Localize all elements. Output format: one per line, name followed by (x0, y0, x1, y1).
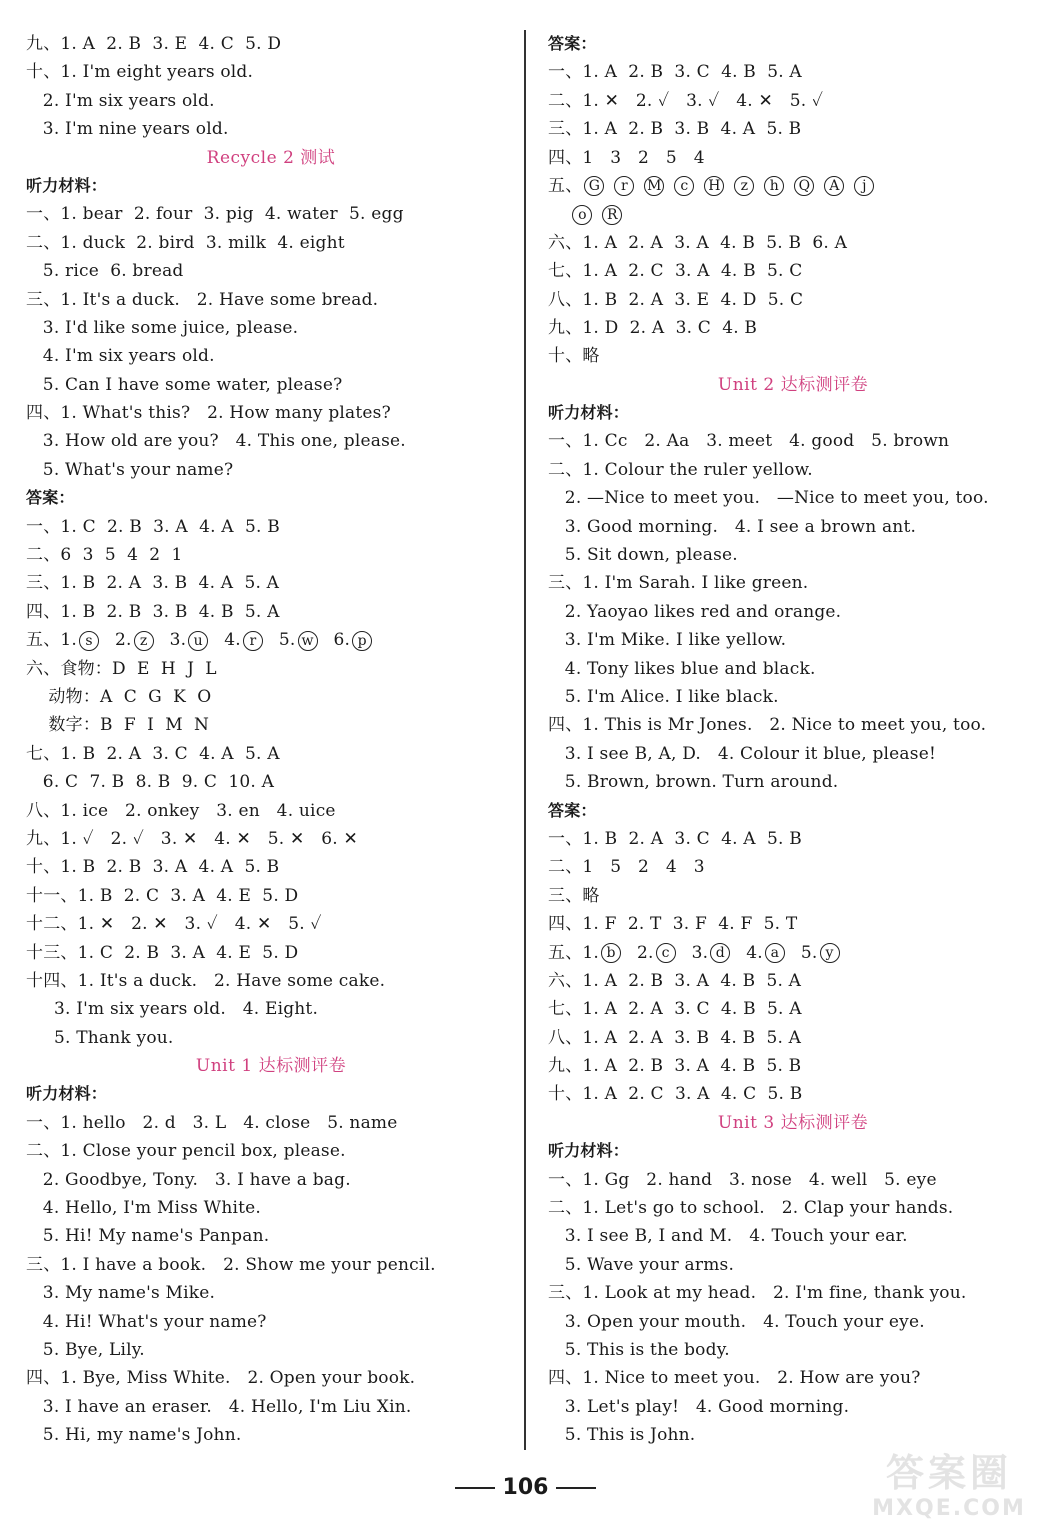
circled-answer (852, 176, 876, 196)
answer-line: 5. Hi, my name's John. (26, 1425, 242, 1446)
circled-letter: A (824, 176, 844, 196)
answer-line: 2. Goodbye, Tony. 3. I have a bag. (26, 1169, 351, 1190)
answer-line: 3. I'm Mike. I like yellow. (548, 630, 787, 651)
answer-line-circled (548, 172, 1038, 200)
answer-line: 六、1. A 2. B 3. A 4. B 5. A (548, 970, 802, 991)
answer-line: 5. Wave your arms. (548, 1254, 735, 1275)
answer-line: 七、1. A 2. A 3. C 4. B 5. A (548, 999, 802, 1020)
answer-line: 5. What's your name? (26, 459, 234, 480)
answer-line-circled (548, 939, 1038, 967)
answer-line: 3. Good morning. 4. I see a brown ant. (548, 516, 917, 537)
answer-line: 九、1. A 2. B 3. E 4. C 5. D (26, 34, 282, 54)
answer-line: 5. This is the body. (548, 1339, 730, 1360)
answer-line-circled (548, 200, 1038, 228)
answer-line: 四、1 3 2 5 4 (548, 147, 705, 168)
answer-line: 九、1. A 2. B 3. A 4. B 5. B (548, 1056, 802, 1077)
circled-answer (582, 176, 606, 196)
answer-line: 三、略 (548, 885, 600, 906)
answer-line: 4. Hi! What's your name? (26, 1311, 267, 1332)
answer-line: 十、1. B 2. B 3. A 4. A 5. B (26, 857, 280, 878)
answer-line: 二、1. ✕ 2. ✓ 3. ✓ 4. ✕ 5. ✓ (548, 90, 824, 111)
answer-line: 5. I'm Alice. I like black. (548, 686, 779, 707)
circled-letter: w (298, 631, 318, 651)
answer-line: 动物：A C G K O (26, 686, 212, 707)
circled-letter: c (674, 176, 694, 196)
answer-line-circled (26, 626, 516, 654)
answer-line: 二、1 5 2 4 3 (548, 857, 705, 878)
section-heading: Recycle 2 测试 (206, 147, 336, 168)
answer-line: 一、1. hello 2. d 3. L 4. close 5. name (26, 1112, 398, 1133)
column-divider (524, 30, 526, 1450)
answer-line: 5. Brown, brown. Turn around. (548, 772, 839, 793)
answer-line: 八、1. A 2. A 3. B 4. B 5. A (548, 1027, 802, 1048)
question-number (548, 204, 570, 224)
answer-line: 三、1. I'm Sarah. I like green. (548, 573, 809, 594)
answer-line: 四、1. This is Mr Jones. 2. Nice to meet you, too. (548, 715, 987, 736)
answer-line: 3. I see B, I and M. 4. Touch your ear. (548, 1226, 908, 1247)
section-heading: Unit 2 达标测评卷 (717, 374, 869, 395)
answer-number: 1. (60, 630, 78, 651)
circled-answer (115, 630, 156, 650)
answer-line: 一、1. B 2. A 3. C 4. A 5. B (548, 828, 802, 849)
circled-letter: s (79, 631, 99, 651)
answer-line: 3. I'm six years old. 4. Eight. (26, 999, 319, 1020)
circled-answer (582, 943, 623, 963)
answer-line: 二、1. Close your pencil box, please. (26, 1141, 346, 1162)
answer-number: 5. (278, 630, 296, 651)
circled-letter: a (765, 943, 785, 963)
answer-number: 3. (169, 630, 187, 651)
answer-line: 八、1. B 2. A 3. E 4. D 5. C (548, 289, 804, 310)
answer-line: 十二、1. ✕ 2. ✕ 3. ✓ 4. ✕ 5. ✓ (26, 914, 322, 935)
section-label: 答案： (548, 34, 597, 53)
answer-line: 二、1. Let's go to school. 2. Clap your hands. (548, 1198, 954, 1219)
question-number: 五、 (548, 942, 583, 963)
circled-letter: u (188, 631, 208, 651)
answer-line: 3. I'm nine years old. (26, 119, 229, 140)
circled-letter: d (710, 943, 730, 963)
section-label: 听力材料： (548, 1141, 630, 1161)
circled-answer (732, 176, 756, 196)
circled-letter: j (854, 176, 874, 196)
answer-line: 二、6 3 5 4 2 1 (26, 545, 183, 566)
circled-letter: r (243, 631, 263, 651)
answer-line: 二、1. duck 2. bird 3. milk 4. eight (26, 232, 345, 253)
answer-line: 4. Hello, I'm Miss White. (26, 1198, 262, 1219)
circled-letter: h (764, 176, 784, 196)
section-label: 答案： (26, 488, 75, 508)
circled-answer (822, 176, 846, 196)
circled-letter: R (602, 205, 622, 225)
answer-line: 5. Bye, Lily. (26, 1339, 145, 1360)
circled-letter: G (584, 176, 604, 196)
answer-line: 3. I'd like some juice, please. (26, 317, 299, 338)
circled-answer (279, 630, 320, 650)
answer-line: 十三、1. C 2. B 3. A 4. E 5. D (26, 942, 299, 963)
answer-number: 6. (333, 630, 351, 651)
circled-letter: o (572, 205, 592, 225)
question-number: 五、 (26, 630, 61, 651)
circled-answer (801, 943, 842, 963)
answer-line: 4. I'm six years old. (26, 346, 215, 367)
answer-line: 5. Thank you. (26, 1027, 174, 1048)
page-number-text: 106 (502, 1475, 549, 1500)
circled-answer (334, 630, 375, 650)
answer-number: 1. (582, 942, 600, 963)
page-number-dash-right (556, 1487, 596, 1489)
answer-line: 3. My name's Mike. (26, 1283, 216, 1304)
answer-line: 一、1. Cc 2. Aa 3. meet 4. good 5. brown (548, 431, 950, 452)
answer-line: 3. I see B, A, D. 4. Colour it blue, please! (548, 743, 936, 764)
circled-letter: M (644, 176, 664, 196)
answer-line: 四、1. F 2. T 3. F 4. F 5. T (548, 914, 798, 935)
answer-number: 3. (691, 942, 709, 963)
section-label: 听力材料： (26, 1084, 108, 1104)
answer-line: 一、1. Gg 2. hand 3. nose 4. well 5. eye (548, 1169, 937, 1190)
section-label: 听力材料： (26, 175, 108, 195)
answer-line: 5. rice 6. bread (26, 261, 184, 282)
circled-answer (60, 630, 101, 650)
circled-letter: H (704, 176, 724, 196)
answer-line: 三、1. Look at my head. 2. I'm fine, thank you. (548, 1283, 967, 1304)
answer-line: 九、1. ✓ 2. ✓ 3. ✕ 4. ✕ 5. ✕ 6. ✕ (26, 828, 358, 849)
section-label: 听力材料： (548, 403, 630, 423)
circled-letter: b (601, 943, 621, 963)
section-heading: Unit 1 达标测评卷 (195, 1056, 347, 1077)
answer-number: 4. (746, 942, 763, 963)
answer-line: 2. Yaoyao likes red and orange. (548, 601, 842, 622)
circled-answer (746, 943, 787, 963)
answer-line: 八、1. ice 2. onkey 3. en 4. uice (26, 800, 336, 821)
answer-line: 三、1. I have a book. 2. Show me your pencil. (26, 1254, 436, 1275)
answer-line: 三、1. B 2. A 3. B 4. A 5. A (26, 573, 280, 594)
circled-letter: p (352, 631, 372, 651)
circled-answer (570, 204, 594, 224)
answer-line: 5. Hi! My name's Panpan. (26, 1226, 270, 1247)
circled-letter: z (134, 631, 154, 651)
circled-answer (762, 176, 786, 196)
answer-line: 三、1. It's a duck. 2. Have some bread. (26, 289, 379, 310)
circled-letter: r (614, 176, 634, 196)
answer-number: 2. (115, 630, 132, 651)
answer-line: 四、1. What's this? 2. How many plates? (26, 403, 391, 424)
answer-line: 3. Open your mouth. 4. Touch your eye. (548, 1311, 925, 1332)
circled-answer (170, 630, 211, 650)
answer-line: 一、1. A 2. B 3. C 4. B 5. A (548, 62, 802, 83)
circled-answer (637, 943, 678, 963)
circled-answer (642, 176, 666, 196)
answer-line: 四、1. Nice to meet you. 2. How are you? (548, 1368, 921, 1389)
answer-line: 十四、1. It's a duck. 2. Have some cake. (26, 970, 386, 991)
circled-letter: c (656, 943, 676, 963)
answer-number: 4. (224, 630, 241, 651)
answer-line: 二、1. Colour the ruler yellow. (548, 459, 813, 480)
circled-answer (224, 630, 265, 650)
answer-line: 4. Tony likes blue and black. (548, 658, 816, 679)
answer-line: 3. I have an eraser. 4. Hello, I'm Liu Xin. (26, 1396, 412, 1417)
circled-letter: Q (794, 176, 814, 196)
circled-answer (702, 176, 726, 196)
circled-answer (672, 176, 696, 196)
answer-line: 十、1. A 2. C 3. A 4. C 5. B (548, 1084, 803, 1105)
answer-line: 2. —Nice to meet you. —Nice to meet you, too. (548, 488, 989, 509)
page-number-dash-left (455, 1487, 495, 1489)
answer-line: 六、食物：D E H J L (26, 658, 217, 679)
answer-line: 6. C 7. B 8. B 9. C 10. A (26, 772, 275, 793)
answer-line: 三、1. A 2. B 3. B 4. A 5. B (548, 119, 802, 140)
answer-line: 3. How old are you? 4. This one, please. (26, 431, 406, 452)
section-label: 答案： (548, 800, 597, 820)
right-column (548, 30, 1038, 1450)
answer-line: 七、1. B 2. A 3. C 4. A 5. A (26, 743, 280, 764)
left-column (26, 30, 516, 1450)
circled-letter: y (820, 943, 840, 963)
answer-line: 5. Can I have some water, please? (26, 374, 343, 395)
circled-answer (612, 176, 636, 196)
watermark-top: 答案圈 (885, 1451, 1012, 1495)
question-number: 五、 (548, 175, 583, 196)
answer-line: 3. Let's play! 4. Good morning. (548, 1396, 850, 1417)
circled-answer (600, 204, 624, 224)
answer-line: 六、1. A 2. A 3. A 4. B 5. B 6. A (548, 232, 848, 253)
section-heading: Unit 3 达标测评卷 (717, 1112, 869, 1133)
answer-line: 九、1. D 2. A 3. C 4. B (548, 317, 758, 338)
answer-line: 十一、1. B 2. C 3. A 4. E 5. D (26, 885, 299, 906)
answer-number: 5. (800, 942, 818, 963)
answer-line: 四、1. B 2. B 3. B 4. B 5. A (26, 601, 280, 622)
answer-line: 七、1. A 2. C 3. A 4. B 5. C (548, 261, 803, 282)
answer-line: 一、1. C 2. B 3. A 4. A 5. B (26, 516, 280, 537)
answer-line: 十、1. I'm eight years old. (26, 62, 254, 83)
watermark-bottom: MXQE.COM (872, 1496, 1026, 1521)
answer-line: 一、1. bear 2. four 3. pig 4. water 5. egg (26, 204, 404, 225)
answer-line: 5. Sit down, please. (548, 545, 738, 566)
answer-number: 2. (637, 942, 654, 963)
answer-line: 5. This is John. (548, 1425, 696, 1446)
watermark-logo (859, 1450, 1039, 1530)
answer-line: 2. I'm six years old. (26, 90, 215, 111)
circled-letter: z (734, 176, 754, 196)
answer-line: 十、略 (548, 346, 600, 367)
circled-answer (692, 943, 733, 963)
answer-line: 数字：B F I M N (26, 715, 210, 736)
answer-line: 四、1. Bye, Miss White. 2. Open your book. (26, 1368, 416, 1389)
circled-answer (792, 176, 816, 196)
